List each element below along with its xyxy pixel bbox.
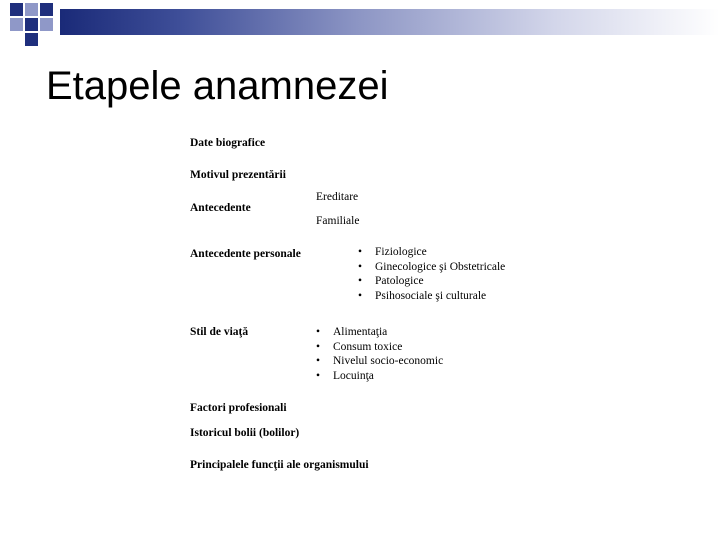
list-item: • Patologice: [358, 275, 424, 287]
list-item: • Nivelul socio-economic: [316, 355, 444, 367]
antecedente-personale-list: [358, 245, 505, 303]
bullet: •: [358, 289, 363, 302]
list-item: • Psihosociale şi culturale: [358, 289, 487, 302]
heading-istoricul-bolii: Istoricul bolii (bolilor): [190, 427, 300, 439]
heading-stil-de-viata: Stil de viaţă: [190, 326, 249, 338]
antecedente-item: Ereditare: [316, 191, 359, 203]
stil-de-viata-list: [316, 325, 443, 383]
bullet: •: [316, 340, 321, 353]
heading-antecedente: Antecedente: [190, 202, 251, 214]
list-item: • Ginecologice şi Obstetricale: [358, 260, 506, 273]
list-item: • Fiziologice: [358, 246, 427, 258]
list-item: • Consum toxice: [316, 340, 403, 353]
bullet: •: [358, 246, 363, 258]
bullet: •: [358, 275, 363, 287]
heading-date-biografice: Date biografice: [190, 137, 266, 149]
bullet: •: [316, 355, 321, 367]
heading-functii-organism: Principalele funcţii ale organismului: [190, 459, 369, 471]
bullet: •: [358, 260, 363, 273]
slide-title: Etapele anamnezei: [46, 64, 389, 108]
heading-antecedente-personale: Antecedente personale: [190, 248, 301, 260]
antecedente-item: Familiale: [316, 215, 360, 227]
heading-factori-profesionali: Factori profesionali: [190, 402, 287, 414]
bullet: •: [316, 369, 321, 382]
list-item: • Locuinţa: [316, 369, 374, 382]
list-item: • Alimentaţia: [316, 326, 388, 338]
bullet: •: [316, 326, 321, 338]
heading-motivul-prezentarii: Motivul prezentării: [190, 169, 286, 181]
